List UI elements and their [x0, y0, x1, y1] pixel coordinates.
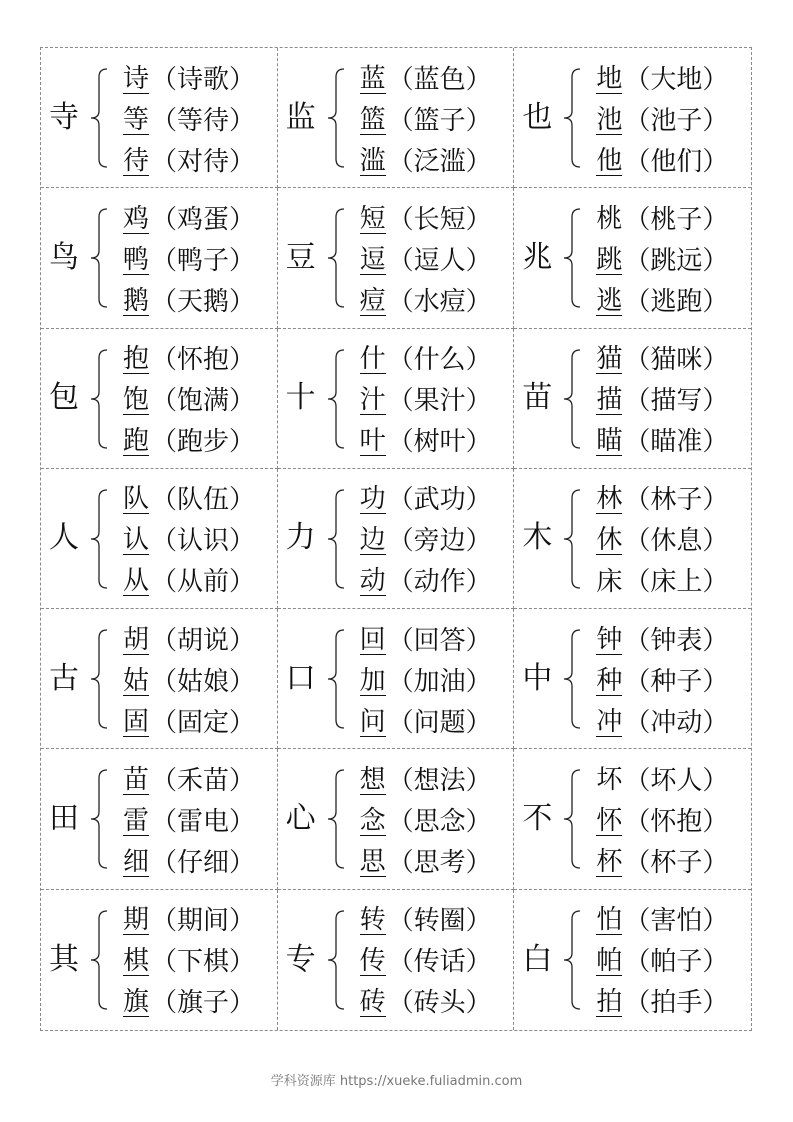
list-item — [360, 983, 492, 1024]
list-item — [360, 661, 492, 702]
list-item — [123, 59, 255, 100]
example-word: （队伍） — [151, 485, 256, 516]
curly-brace-icon — [562, 68, 582, 168]
list-item — [123, 901, 255, 942]
curly-brace-icon — [89, 769, 109, 869]
example-word: （床上） — [624, 567, 729, 598]
list-item — [596, 521, 728, 562]
character-group-cell — [514, 749, 751, 889]
list-item — [123, 983, 255, 1024]
list-item — [123, 562, 255, 603]
derived-character: 雷 — [123, 805, 150, 836]
example-word: （瞄准） — [624, 427, 729, 458]
root-character: 监 — [285, 99, 316, 135]
example-word: （动作） — [387, 567, 492, 598]
curly-brace-icon — [562, 769, 582, 869]
list-item — [360, 901, 492, 942]
list-item — [360, 281, 492, 322]
derived-character-list — [123, 340, 255, 463]
derived-character: 抱 — [123, 344, 150, 375]
example-word: （武功） — [387, 485, 492, 516]
list-item — [596, 240, 728, 281]
example-word: （水痘） — [387, 286, 492, 317]
list-item — [123, 702, 255, 743]
character-group-cell — [514, 48, 751, 188]
derived-character-list — [596, 620, 728, 743]
curly-brace-icon — [562, 349, 582, 449]
example-word: （等待） — [151, 105, 256, 136]
root-character: 田 — [49, 801, 79, 837]
derived-character: 坏 — [596, 765, 623, 796]
curly-brace-icon — [326, 769, 346, 869]
list-item — [123, 661, 255, 702]
curly-brace-icon — [326, 208, 346, 308]
list-item — [360, 760, 492, 801]
example-word: （泛滥） — [387, 146, 492, 177]
derived-character: 拍 — [596, 987, 623, 1018]
list-item — [596, 340, 728, 381]
example-word: （加油） — [387, 666, 492, 697]
derived-character: 念 — [359, 805, 386, 836]
root-character: 鸟 — [49, 239, 79, 275]
example-word: （休息） — [624, 526, 729, 557]
list-item — [360, 620, 492, 661]
derived-character-list — [123, 620, 255, 743]
curly-brace-icon — [89, 629, 109, 729]
list-item — [596, 901, 728, 942]
derived-character: 棋 — [123, 946, 150, 977]
derived-character: 细 — [123, 846, 150, 877]
derived-character: 想 — [359, 764, 386, 795]
character-group-cell — [41, 469, 278, 609]
root-character: 中 — [522, 660, 553, 696]
curly-brace-icon — [326, 349, 346, 449]
example-word: （篮子） — [387, 105, 492, 136]
list-item — [360, 59, 492, 100]
derived-character: 等 — [123, 104, 150, 135]
derived-character: 他 — [596, 145, 623, 176]
example-word: （桃子） — [624, 204, 729, 235]
example-word: （猫咪） — [624, 345, 729, 376]
example-word: （果汁） — [387, 386, 492, 417]
example-word: （仔细） — [151, 847, 256, 878]
derived-character-list — [123, 760, 255, 883]
derived-character: 鹅 — [123, 285, 150, 316]
example-word: （禾苗） — [151, 765, 256, 796]
example-word: （雷电） — [151, 806, 256, 837]
example-word: （怀抱） — [624, 806, 729, 837]
list-item — [123, 521, 255, 562]
example-word: （大地） — [624, 64, 729, 95]
character-group-cell — [514, 609, 751, 749]
example-word: （胡说） — [151, 625, 256, 656]
example-word: （蓝色） — [387, 64, 492, 95]
list-item — [123, 381, 255, 422]
example-word: （拍手） — [624, 988, 729, 1019]
example-word: （帕子） — [624, 947, 729, 978]
example-word: （固定） — [151, 707, 256, 738]
list-item — [123, 240, 255, 281]
list-item — [596, 59, 728, 100]
list-item — [360, 141, 492, 182]
example-word: （树叶） — [387, 427, 492, 458]
character-group-cell — [278, 188, 515, 328]
list-item — [123, 842, 255, 883]
derived-character-list — [360, 59, 492, 182]
example-word: （鸭子） — [151, 245, 256, 276]
derived-character: 逗 — [359, 244, 386, 275]
derived-character-list — [360, 901, 492, 1024]
list-item — [360, 842, 492, 883]
character-group-cell — [278, 749, 515, 889]
derived-character: 滥 — [359, 145, 386, 176]
derived-character: 问 — [359, 706, 386, 737]
character-group-cell — [41, 609, 278, 749]
list-item — [360, 562, 492, 603]
derived-character: 描 — [596, 385, 623, 416]
list-item — [360, 801, 492, 842]
root-character: 十 — [285, 380, 316, 416]
list-item — [123, 100, 255, 141]
derived-character-list — [360, 760, 492, 883]
example-word: （旁边） — [387, 526, 492, 557]
example-word: （对待） — [151, 146, 256, 177]
derived-character-list — [596, 199, 728, 322]
example-word: （钟表） — [624, 625, 729, 656]
derived-character: 跑 — [123, 426, 150, 457]
list-item — [123, 942, 255, 983]
derived-character: 冲 — [596, 706, 623, 737]
character-group-cell — [514, 469, 751, 609]
example-word: （逃跑） — [624, 286, 729, 317]
curly-brace-icon — [89, 489, 109, 589]
derived-character: 待 — [123, 145, 150, 176]
root-character: 包 — [49, 380, 79, 416]
character-group-cell — [278, 609, 515, 749]
root-character: 其 — [49, 941, 79, 977]
derived-character: 动 — [359, 566, 386, 597]
character-group-cell — [278, 469, 515, 609]
curly-brace-icon — [326, 910, 346, 1010]
character-group-cell — [41, 188, 278, 328]
root-character: 心 — [285, 801, 316, 837]
example-word: （种子） — [624, 666, 729, 697]
character-group-cell — [278, 329, 515, 469]
derived-character: 钟 — [596, 624, 623, 655]
example-word: （思念） — [387, 806, 492, 837]
derived-character: 加 — [359, 665, 386, 696]
derived-character: 蓝 — [359, 63, 386, 94]
derived-character-list — [360, 199, 492, 322]
root-character: 豆 — [285, 239, 316, 275]
derived-character: 饱 — [123, 385, 150, 416]
derived-character: 猫 — [596, 344, 623, 375]
derived-character: 种 — [596, 665, 623, 696]
list-item — [123, 281, 255, 322]
curly-brace-icon — [89, 68, 109, 168]
curly-brace-icon — [89, 208, 109, 308]
example-word: （传话） — [387, 947, 492, 978]
example-word: （描写） — [624, 386, 729, 417]
list-item — [596, 381, 728, 422]
list-item — [123, 760, 255, 801]
example-word: （问题） — [387, 707, 492, 738]
root-character: 白 — [522, 941, 553, 977]
example-word: （诗歌） — [151, 64, 256, 95]
character-group-cell — [514, 890, 751, 1030]
example-word: （杯子） — [624, 847, 729, 878]
derived-character: 鸭 — [123, 244, 150, 275]
list-item — [596, 281, 728, 322]
list-item — [596, 942, 728, 983]
curly-brace-icon — [89, 349, 109, 449]
curly-brace-icon — [326, 489, 346, 589]
example-word: （认识） — [151, 526, 256, 557]
example-word: （怀抱） — [151, 345, 256, 376]
derived-character: 固 — [123, 706, 150, 737]
curly-brace-icon — [562, 489, 582, 589]
derived-character-list — [360, 340, 492, 463]
list-item — [360, 702, 492, 743]
derived-character: 认 — [123, 525, 150, 556]
root-character: 木 — [522, 520, 553, 556]
list-item — [360, 422, 492, 463]
list-item — [123, 620, 255, 661]
derived-character: 帕 — [596, 946, 623, 977]
derived-character-list — [123, 480, 255, 603]
derived-character: 从 — [123, 566, 150, 597]
derived-character: 功 — [359, 484, 386, 515]
derived-character: 姑 — [123, 665, 150, 696]
derived-character: 痘 — [359, 285, 386, 316]
example-word: （什么） — [387, 345, 492, 376]
curly-brace-icon — [89, 910, 109, 1010]
root-character: 口 — [285, 660, 316, 696]
derived-character: 诗 — [123, 63, 150, 94]
derived-character: 旗 — [123, 987, 150, 1018]
derived-character: 床 — [596, 566, 623, 597]
root-character: 也 — [522, 99, 553, 135]
derived-character: 跳 — [596, 244, 623, 275]
list-item — [596, 801, 728, 842]
example-word: （林子） — [624, 485, 729, 516]
derived-character: 篮 — [359, 104, 386, 135]
derived-character-list — [596, 901, 728, 1024]
root-character: 苗 — [522, 380, 553, 416]
character-group-cell — [41, 890, 278, 1030]
character-group-cell — [514, 188, 751, 328]
character-group-cell — [41, 749, 278, 889]
example-word: （期间） — [151, 906, 256, 937]
example-word: （冲动） — [624, 707, 729, 738]
curly-brace-icon — [562, 629, 582, 729]
derived-character: 队 — [123, 484, 150, 515]
example-word: （想法） — [387, 765, 492, 796]
root-character: 寺 — [49, 99, 79, 135]
example-word: （旗子） — [151, 988, 256, 1019]
list-item — [123, 480, 255, 521]
list-item — [360, 240, 492, 281]
example-word: （逗人） — [387, 245, 492, 276]
derived-character: 池 — [596, 104, 623, 135]
list-item — [360, 199, 492, 240]
derived-character: 休 — [596, 525, 623, 556]
list-item — [596, 661, 728, 702]
derived-character-list — [596, 760, 728, 883]
example-word: （回答） — [387, 625, 492, 656]
list-item — [596, 422, 728, 463]
example-word: （姑娘） — [151, 666, 256, 697]
example-word: （砖头） — [387, 988, 492, 1019]
example-word: （天鹅） — [151, 286, 256, 317]
example-word: （跳远） — [624, 245, 729, 276]
footer-source: 学科资源库 https://xueke.fuliadmin.com — [270, 1074, 523, 1089]
example-word: （长短） — [387, 204, 492, 235]
list-item — [596, 760, 728, 801]
example-word: （饱满） — [151, 386, 256, 417]
list-item — [360, 100, 492, 141]
list-item — [123, 422, 255, 463]
derived-character-list — [596, 59, 728, 182]
derived-character-list — [123, 901, 255, 1024]
derived-character: 林 — [596, 484, 623, 515]
character-table — [40, 47, 752, 1031]
curly-brace-icon — [562, 910, 582, 1010]
example-word: （转圈） — [387, 906, 492, 937]
list-item — [360, 340, 492, 381]
derived-character: 边 — [359, 525, 386, 556]
derived-character: 叶 — [359, 426, 386, 457]
derived-character: 砖 — [359, 987, 386, 1018]
derived-character: 思 — [359, 846, 386, 877]
list-item — [596, 620, 728, 661]
derived-character: 苗 — [123, 764, 150, 795]
example-word: （池子） — [624, 105, 729, 136]
derived-character: 胡 — [123, 624, 150, 655]
curly-brace-icon — [326, 629, 346, 729]
list-item — [596, 842, 728, 883]
derived-character: 地 — [596, 63, 623, 94]
root-character: 不 — [522, 801, 553, 837]
example-word: （害怕） — [624, 906, 729, 937]
derived-character-list — [596, 480, 728, 603]
list-item — [596, 480, 728, 521]
character-group-cell — [278, 890, 515, 1030]
derived-character: 期 — [123, 905, 150, 936]
list-item — [596, 199, 728, 240]
derived-character-list — [123, 199, 255, 322]
derived-character: 传 — [359, 946, 386, 977]
derived-character-list — [123, 59, 255, 182]
derived-character-list — [360, 620, 492, 743]
derived-character: 什 — [359, 344, 386, 375]
list-item — [123, 141, 255, 182]
derived-character-list — [596, 340, 728, 463]
list-item — [596, 141, 728, 182]
derived-character: 怕 — [596, 905, 623, 936]
root-character: 专 — [285, 941, 316, 977]
list-item — [123, 199, 255, 240]
derived-character: 回 — [359, 624, 386, 655]
curly-brace-icon — [562, 208, 582, 308]
curly-brace-icon — [326, 68, 346, 168]
derived-character: 怀 — [596, 805, 623, 836]
derived-character: 桃 — [596, 204, 623, 235]
character-group-cell — [278, 48, 515, 188]
root-character: 兆 — [522, 239, 553, 275]
root-character: 古 — [49, 660, 79, 696]
example-word: （跑步） — [151, 427, 256, 458]
derived-character: 逃 — [596, 285, 623, 316]
character-group-cell — [41, 48, 278, 188]
example-word: （他们） — [624, 146, 729, 177]
root-character: 人 — [49, 520, 79, 556]
derived-character: 瞄 — [596, 426, 623, 457]
derived-character: 鸡 — [123, 203, 150, 234]
example-word: （下棋） — [151, 947, 256, 978]
example-word: （鸡蛋） — [151, 204, 256, 235]
character-group-cell — [514, 329, 751, 469]
derived-character: 汁 — [359, 385, 386, 416]
list-item — [596, 100, 728, 141]
list-item — [596, 562, 728, 603]
derived-character-list — [360, 480, 492, 603]
list-item — [123, 801, 255, 842]
example-word: （坏人） — [624, 765, 729, 796]
derived-character: 杯 — [596, 846, 623, 877]
list-item — [596, 702, 728, 743]
derived-character: 转 — [359, 905, 386, 936]
list-item — [123, 340, 255, 381]
list-item — [596, 983, 728, 1024]
example-word: （从前） — [151, 567, 256, 598]
list-item — [360, 942, 492, 983]
character-group-cell — [41, 329, 278, 469]
example-word: （思考） — [387, 847, 492, 878]
list-item — [360, 521, 492, 562]
list-item — [360, 480, 492, 521]
derived-character: 短 — [359, 203, 386, 234]
list-item — [360, 381, 492, 422]
root-character: 力 — [285, 520, 316, 556]
